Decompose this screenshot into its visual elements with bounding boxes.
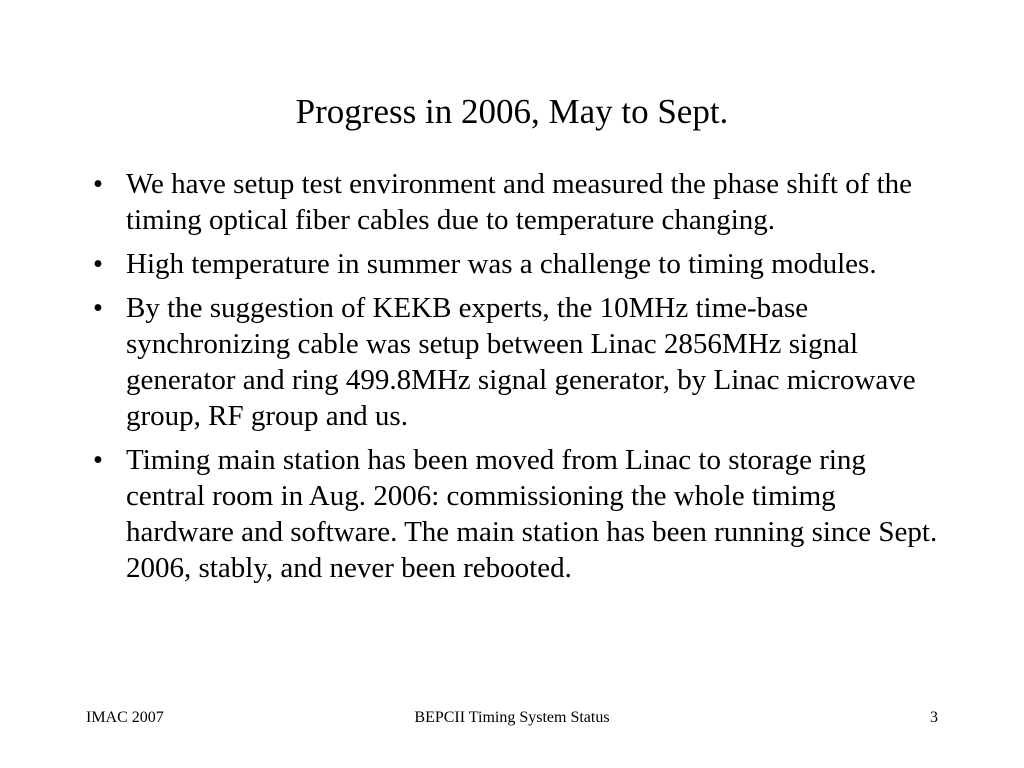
bullet-icon: • bbox=[92, 292, 104, 324]
bullet-text: Timing main station has been moved from Linac to storage ring central room in Aug. 2006: commissioning the whole timimg hardware and software. The main station has been running since Sept. 2006, stably, and never been rebooted. bbox=[126, 444, 938, 584]
bullet-text: High temperature in summer was a challenge to timing modules. bbox=[126, 248, 877, 280]
footer-title: BEPCII Timing System Status bbox=[414, 709, 610, 726]
footer-page-number: 3 bbox=[930, 709, 938, 726]
bullet-icon: • bbox=[92, 168, 104, 200]
bullet-item bbox=[80, 166, 950, 238]
bullet-text: We have setup test environment and measured the phase shift of the timing optical fiber cables due to temperature changing. bbox=[126, 168, 913, 236]
bullet-text: By the suggestion of KEKB experts, the 10MHz time-base synchronizing cable was setup between Linac 2856MHz signal generator and ring 499.8MHz signal generator, by Linac microwave group, RF group and us. bbox=[126, 292, 916, 432]
bullet-list bbox=[80, 166, 950, 594]
footer-conference: IMAC 2007 bbox=[86, 709, 164, 726]
bullet-icon: • bbox=[92, 248, 104, 280]
bullet-item bbox=[80, 442, 950, 586]
slide-title: Progress in 2006, May to Sept. bbox=[295, 92, 729, 131]
bullet-item bbox=[80, 246, 950, 282]
bullet-icon: • bbox=[92, 444, 104, 476]
bullet-item bbox=[80, 290, 950, 434]
